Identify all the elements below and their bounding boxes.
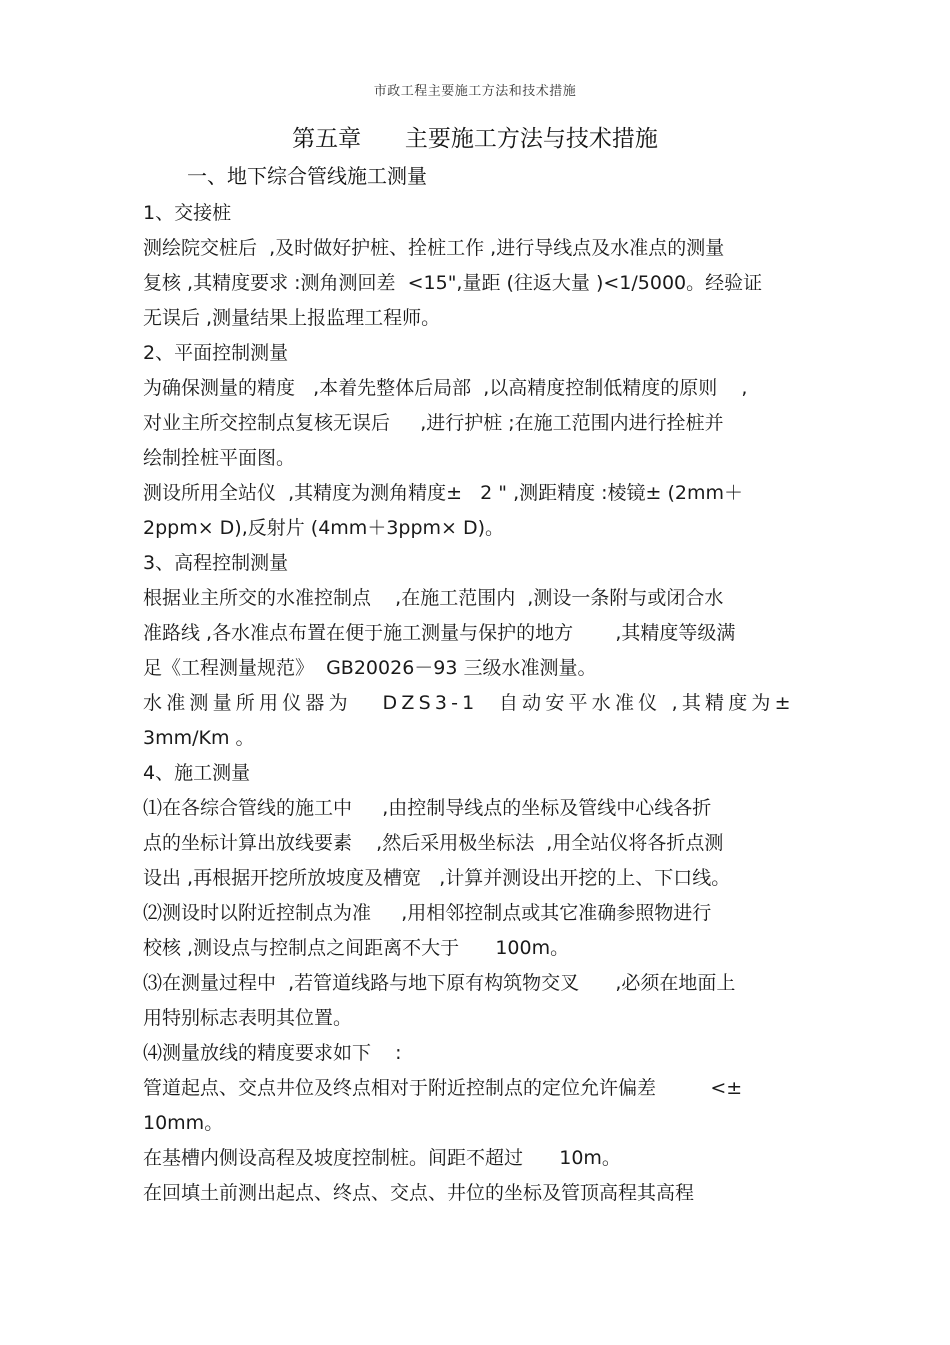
chapter-title: 第五章 主要施工方法与技术措施 <box>292 126 658 152</box>
paragraph-line: 在回填土前测出起点、终点、交点、井位的坐标及管顶高程其高程 <box>143 1182 695 1204</box>
paragraph-line: 10mm。 <box>143 1112 224 1134</box>
paragraph-line: 2ppm× D),反射片 (4mm＋3ppm× D)。 <box>143 517 505 539</box>
paragraph-line: 水准测量所用仪器为 DZS3-1 自动安平水准仪 ,其精度为± <box>143 692 795 714</box>
paragraph-line: 对业主所交控制点复核无误后 ,进行护桩 ;在施工范围内进行拴桩并 <box>143 412 724 434</box>
paragraph-line: 管道起点、交点井位及终点相对于附近控制点的定位允许偏差 <± <box>143 1077 743 1099</box>
paragraph-line: 设出 ,再根据开挖所放坡度及槽宽 ,计算并测设出开挖的上、下口线。 <box>143 867 731 889</box>
subsection-heading-elevation-control: 3、高程控制测量 <box>143 552 289 574</box>
paragraph-line: 根据业主所交的水准控制点 ,在施工范围内 ,测设一条附与或闭合水 <box>143 587 724 609</box>
section-title: 一、地下综合管线施工测量 <box>187 164 427 188</box>
paragraph-line: ⑶在测量过程中 ,若管道线路与地下原有构筑物交叉 ,必须在地面上 <box>143 972 736 994</box>
paragraph-line: ⑷测量放线的精度要求如下 : <box>143 1042 402 1064</box>
paragraph-line: 校核 ,测设点与控制点之间距离不大于 100m。 <box>143 937 570 959</box>
paragraph-line: 3mm/Km 。 <box>143 727 255 749</box>
subsection-heading-construction-survey: 4、施工测量 <box>143 762 251 784</box>
paragraph-line: ⑴在各综合管线的施工中 ,由控制导线点的坐标及管线中心线各折 <box>143 797 712 819</box>
paragraph-line: 点的坐标计算出放线要素 ,然后采用极坐标法 ,用全站仪将各折点测 <box>143 832 724 854</box>
paragraph-line: 准路线 ,各水准点布置在便于施工测量与保护的地方 ,其精度等级满 <box>143 622 736 644</box>
paragraph-line: 足《工程测量规范》 GB20026－93 三级水准测量。 <box>143 657 597 679</box>
paragraph-line: 复核 ,其精度要求 :测角测回差 <15",量距 (往返大量 )<1/5000。经验证 <box>143 272 763 294</box>
paragraph-line: 测设所用全站仪 ,其精度为测角精度± 2 " ,测距精度 :棱镜± (2mm＋ <box>143 482 744 504</box>
paragraph-line: 绘制拴桩平面图。 <box>143 447 296 469</box>
paragraph-line: 测绘院交桩后 ,及时做好护桩、拴桩工作 ,进行导线点及水准点的测量 <box>143 237 725 259</box>
document-body <box>143 196 803 1211</box>
running-header: 市政工程主要施工方法和技术措施 <box>373 84 577 99</box>
paragraph-line: ⑵测设时以附近控制点为准 ,用相邻控制点或其它准确参照物进行 <box>143 902 712 924</box>
paragraph-line: 为确保测量的精度 ,本着先整体后局部 ,以高精度控制低精度的原则 , <box>143 377 748 399</box>
paragraph-line: 无误后 ,测量结果上报监理工程师。 <box>143 307 441 329</box>
subsection-heading-handover: 1、交接桩 <box>143 202 232 224</box>
paragraph-line: 用特别标志表明其位置。 <box>143 1007 353 1029</box>
subsection-heading-plane-control: 2、平面控制测量 <box>143 342 289 364</box>
paragraph-line: 在基槽内侧设高程及坡度控制桩。间距不超过 10m。 <box>143 1147 621 1169</box>
